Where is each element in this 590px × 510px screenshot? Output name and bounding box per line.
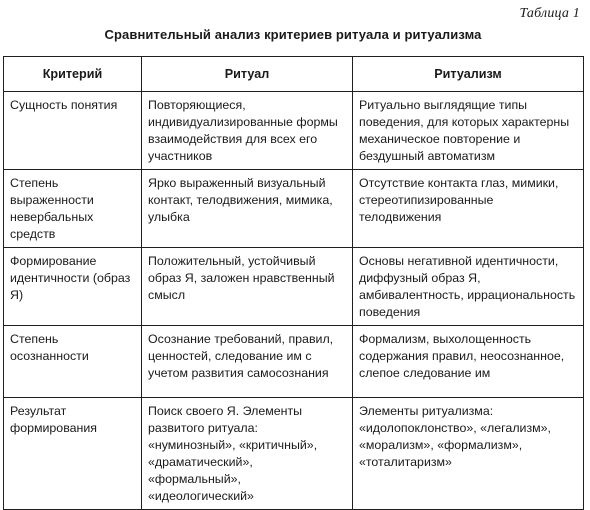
cell-criterion: Степень осознанности: [4, 326, 142, 398]
cell-ritualism: Формализм, выхолощенность содержания правил, неосознанное, слепое следование им: [353, 326, 584, 398]
comparison-table: [3, 56, 584, 510]
cell-ritual: Поиск своего Я. Элементы развитого ритуала: «нуминозный», «критичный», «драматический», «формальный», «идеологический»: [142, 398, 353, 510]
cell-ritualism: Ритуально выглядящие типы поведения, для которых характерны механическое повторение и бездушный автоматизм: [353, 92, 584, 170]
cell-ritualism: Элементы ритуализма: «идолопоклонство», «легализм», «морализм», «формализм», «тоталитаризм»: [353, 398, 584, 510]
cell-criterion: Сущность понятия: [4, 92, 142, 170]
cell-ritual: Ярко выраженный визуальный контакт, телодвижения, мимика, улыбка: [142, 170, 353, 248]
cell-ritual: Положительный, устойчивый образ Я, заложен нравственный смысл: [142, 248, 353, 326]
cell-ritual: Повторяющиеся, индивидуализированные формы взаимодействия для всех его участников: [142, 92, 353, 170]
header-row: [4, 57, 584, 92]
cell-ritualism: Основы негативной идентичности, диффузный образ Я, амбивалентность, иррациональность поведения: [353, 248, 584, 326]
table-row: [4, 92, 584, 170]
table-caption: Сравнительный анализ критериев ритуала и ритуализма: [104, 27, 482, 42]
cell-criterion: Степень выраженности невербальных средств: [4, 170, 142, 248]
column-header-ritual: Ритуал: [142, 57, 353, 92]
cell-criterion: Результат формирования: [4, 398, 142, 510]
cell-ritual: Осознание требований, правил, ценностей, следование им с учетом развития самосознания: [142, 326, 353, 398]
table-row: [4, 398, 584, 510]
table-row: [4, 326, 584, 398]
column-header-ritualism: Ритуализм: [353, 57, 584, 92]
table-row: [4, 170, 584, 248]
cell-ritualism: Отсутствие контакта глаз, мимики, стереотипизированные телодвижения: [353, 170, 584, 248]
table-number-label: Таблица 1: [519, 6, 580, 21]
cell-criterion: Формирование идентичности (образ Я): [4, 248, 142, 326]
table-row: [4, 248, 584, 326]
column-header-criterion: Критерий: [4, 57, 142, 92]
